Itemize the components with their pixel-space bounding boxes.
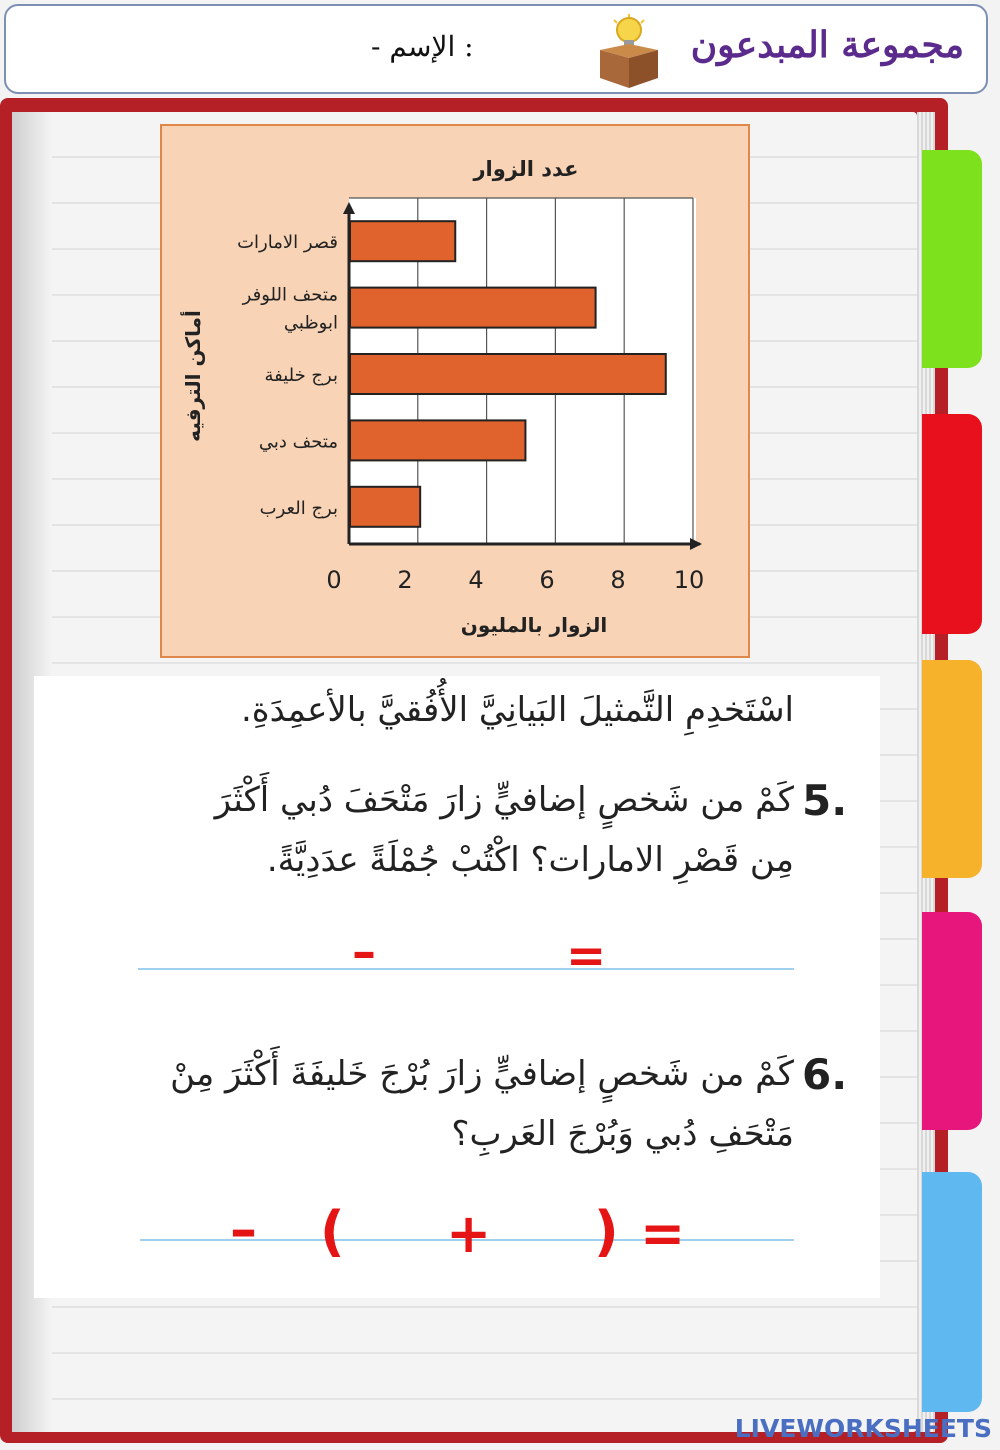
question-6-line1: كَمْ من شَخصٍ إضافيٍّ زارَ بُرْجَ خَليفَةَ أَكْثَرَ مِنْ (170, 1054, 794, 1094)
chart-title: عدد الزوار (473, 157, 579, 181)
y-axis-label: أماكن الترفيه (181, 310, 205, 442)
question-5-minus: – (352, 924, 376, 980)
question-5-line2: مِن قَصْرِ الامارات؟ اكْتُبْ جُمْلَةً عدَدِيَّةً. (266, 840, 794, 880)
bar (350, 354, 666, 394)
bar (350, 420, 525, 460)
question-6-input-3[interactable] (486, 1196, 594, 1242)
question-6-input-1[interactable] (144, 1196, 228, 1242)
questions-panel (34, 676, 880, 1298)
x-axis-label: الزوار بالمليون (460, 613, 608, 637)
x-tick-label: 6 (539, 566, 555, 594)
tab-red (922, 414, 982, 634)
category-label: برج خليفة (264, 365, 338, 386)
category-label: ابوظبي (283, 312, 338, 334)
question-6-plus: + (446, 1202, 492, 1265)
question-6-equals: = (640, 1202, 686, 1265)
liveworksheets-logo (735, 1414, 992, 1443)
category-label: متحف اللوفر (242, 284, 338, 306)
question-5-line1: كَمْ من شَخصٍ إضافيٍّ زارَ مَتْحَفَ دُبي أَكْثَرَ (214, 780, 794, 820)
bar (350, 288, 596, 328)
question-5-input-2[interactable] (414, 922, 558, 968)
name-label: - الإسم : (371, 30, 474, 63)
question-6-open-paren: ( (320, 1200, 345, 1263)
category-label: متحف دبي (258, 431, 338, 453)
instructions-text: اسْتَخدِمِ التَّمثيلَ البَيانِيَّ الأُفُقيَّ بالأعمِدَةِ. (241, 690, 794, 730)
x-tick-label: 2 (397, 566, 413, 594)
question-5-input-3[interactable] (624, 922, 788, 968)
bar-chart (162, 126, 748, 656)
x-tick-label: 0 (326, 566, 342, 594)
tab-pink (922, 912, 982, 1130)
x-tick-label: 4 (468, 566, 484, 594)
question-6-close-paren: ) (594, 1200, 619, 1263)
watermark-text: LIVEWORKSHEETS (734, 1414, 992, 1443)
x-tick-label: 8 (610, 566, 626, 594)
question-5-input-1[interactable] (144, 922, 338, 968)
question-6-number: 6. (802, 1050, 848, 1099)
tab-green (922, 150, 982, 368)
question-6-input-4[interactable] (684, 1196, 792, 1242)
category-label: قصر الامارات (237, 232, 338, 254)
question-6-line2: مَتْحَفِ دُبي وَبُرْجَ العَربِ؟ (451, 1114, 794, 1154)
tab-blue (922, 1172, 982, 1412)
idea-box-icon (594, 14, 664, 90)
x-tick-label: 10 (673, 566, 705, 594)
bar (350, 221, 455, 261)
tab-orange (922, 660, 982, 878)
bar (350, 487, 420, 527)
header-bar (4, 4, 988, 94)
question-6-minus: – (230, 1198, 257, 1261)
brand-title: مجموعة المبدعون (690, 24, 964, 66)
bar-chart-card (160, 124, 750, 658)
question-5-answer-line (138, 968, 794, 970)
question-6-input-2[interactable] (354, 1196, 444, 1242)
question-5-equals: = (566, 928, 607, 984)
category-label: برج العرب (259, 497, 338, 519)
question-5-number: 5. (802, 776, 848, 825)
